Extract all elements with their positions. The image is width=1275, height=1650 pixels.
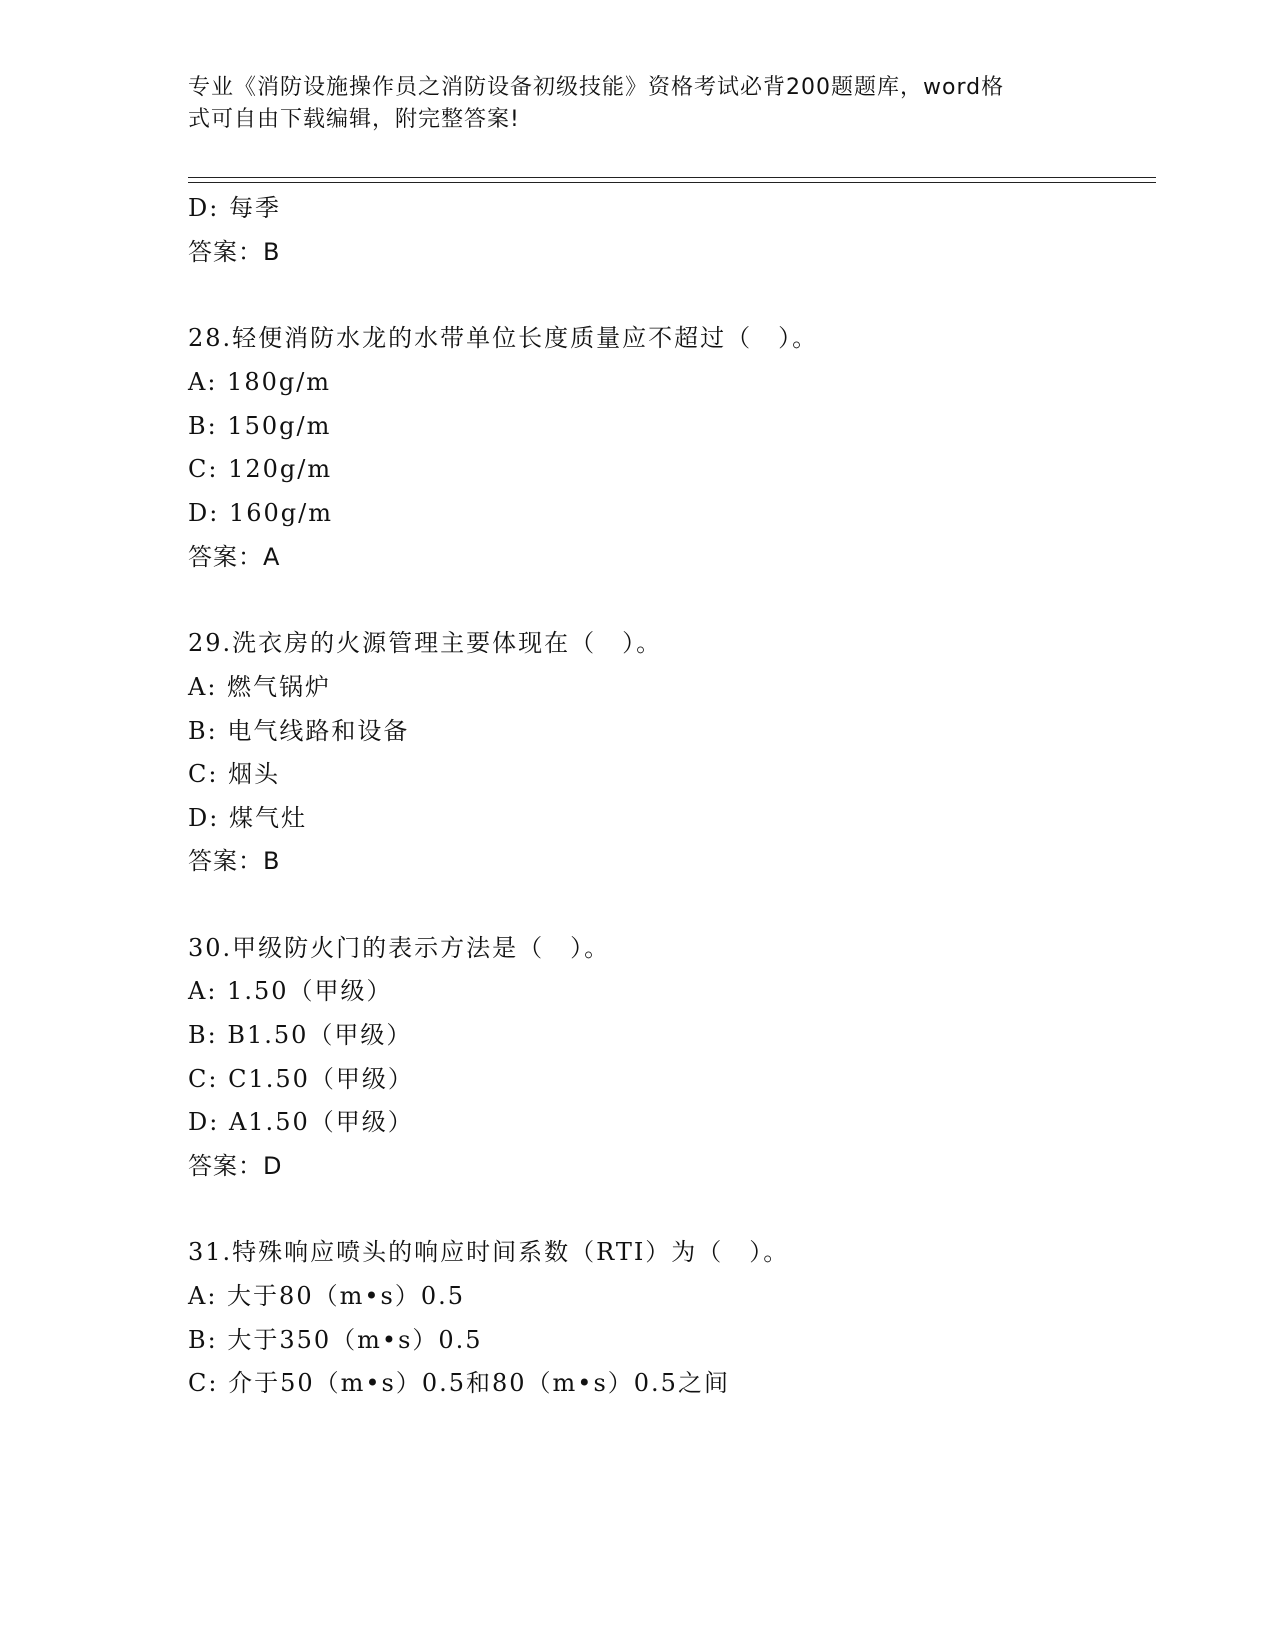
question-31-option-c: C: 介于50（m•s）0.5和80（m•s）0.5之间 — [188, 1369, 730, 1397]
question-29-option-b: B: 电气线路和设备 — [188, 717, 410, 745]
question-28-answer: 答案：A — [188, 543, 281, 571]
question-31-option-a: A: 大于80（m•s）0.5 — [188, 1282, 465, 1310]
header-divider-bottom — [188, 182, 1156, 183]
question-30-option-a: A: 1.50（甲级） — [188, 977, 393, 1005]
header-title-line-1: 专业《消防设施操作员之消防设备初级技能》资格考试必背200题题库，word格 — [188, 75, 1005, 100]
question-30-answer: 答案：D — [188, 1152, 283, 1180]
question-29-answer: 答案：B — [188, 847, 281, 875]
option-d-continued: D: 每季 — [188, 194, 281, 222]
question-30-stem: 30.甲级防火门的表示方法是（ ）。 — [188, 934, 611, 962]
question-28-option-d: D: 160g/m — [188, 499, 333, 527]
question-31-stem: 31.特殊响应喷头的响应时间系数（RTI）为（ ）。 — [188, 1238, 790, 1266]
question-29-option-c: C: 烟头 — [188, 760, 281, 788]
question-29-option-d: D: 煤气灶 — [188, 804, 307, 832]
header-title-line-2: 式可自由下载编辑，附完整答案! — [188, 107, 520, 132]
question-29-stem: 29.洗衣房的火源管理主要体现在（ ）。 — [188, 629, 663, 657]
question-29-option-a: A: 燃气锅炉 — [188, 673, 332, 701]
question-28-option-a: A: 180g/m — [188, 368, 332, 396]
question-28-option-b: B: 150g/m — [188, 412, 332, 440]
question-30-option-b: B: B1.50（甲级） — [188, 1021, 413, 1049]
question-28-stem: 28.轻便消防水龙的水带单位长度质量应不超过（ ）。 — [188, 324, 819, 352]
question-31-option-b: B: 大于350（m•s）0.5 — [188, 1326, 483, 1354]
answer-continued: 答案：B — [188, 238, 281, 266]
question-30-option-c: C: C1.50（甲级） — [188, 1065, 414, 1093]
document-header — [188, 72, 1078, 136]
question-28-option-c: C: 120g/m — [188, 455, 333, 483]
question-30-option-d: D: A1.50（甲级） — [188, 1108, 414, 1136]
header-divider-top — [188, 177, 1156, 178]
